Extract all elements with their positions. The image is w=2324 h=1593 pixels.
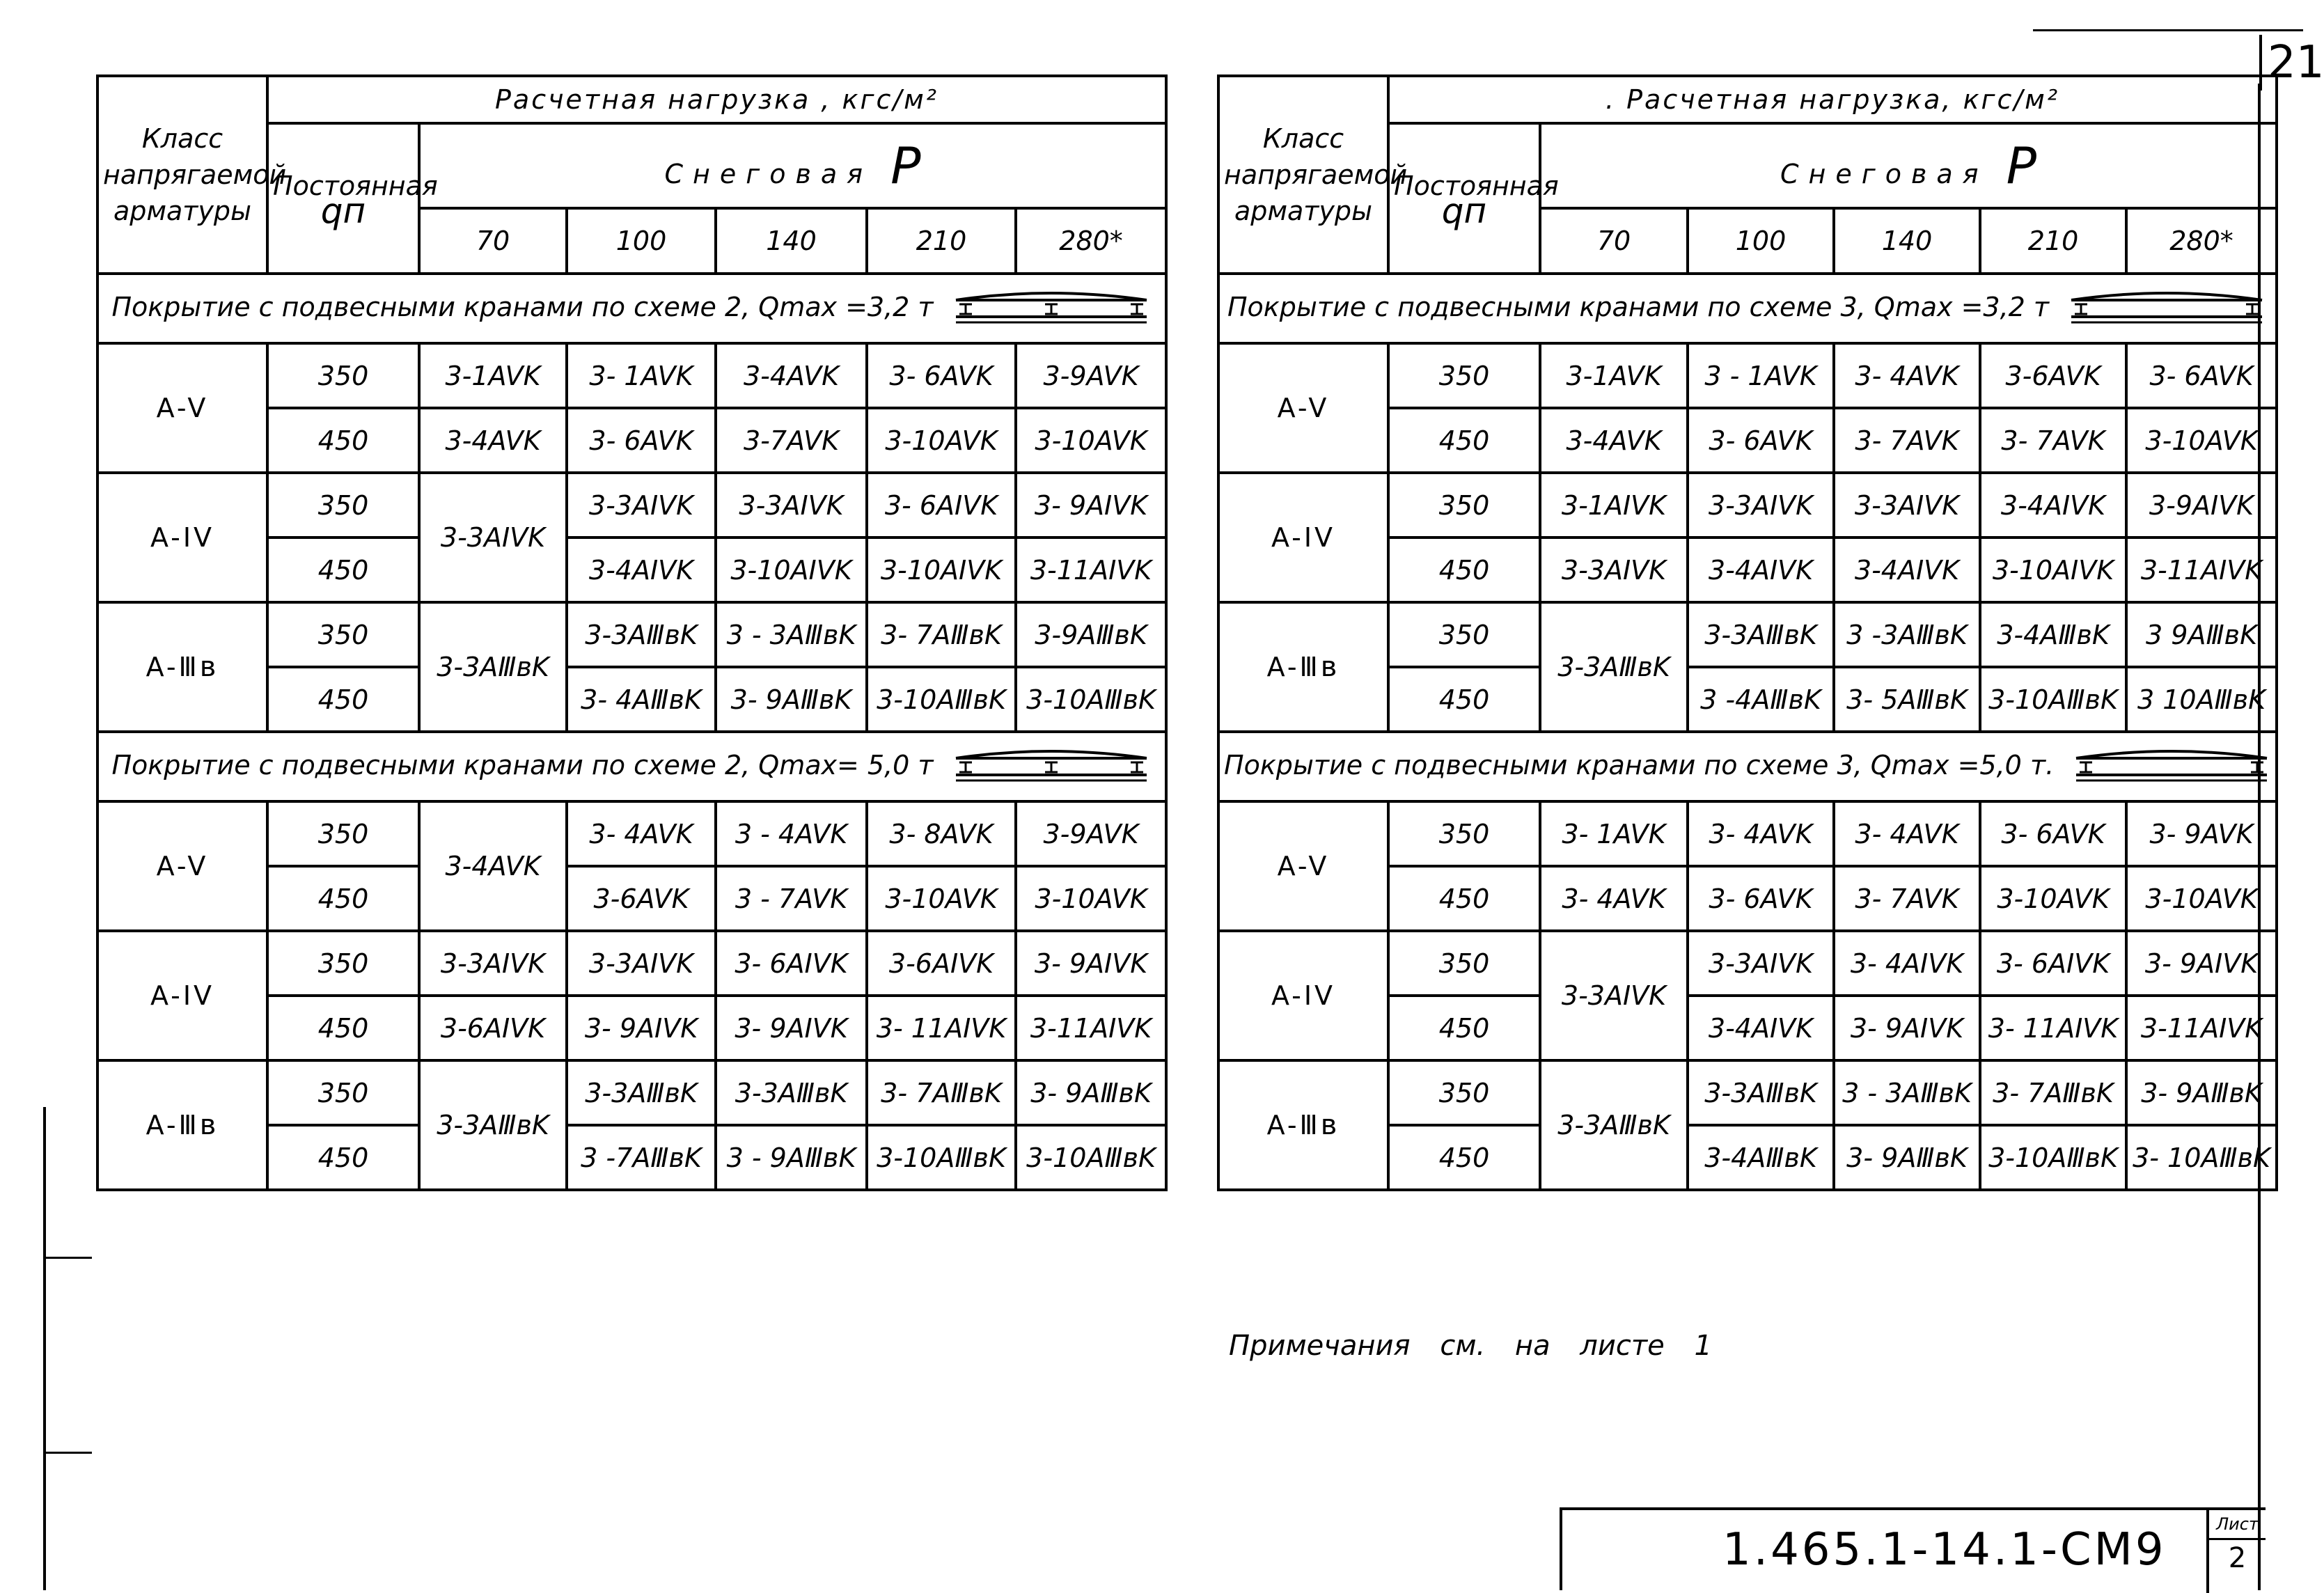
section-title-row [97,732,1166,801]
klass-header: Класс напрягаемой арматуры [1218,76,1388,274]
panel-mark: 3-10AVK [867,866,1016,931]
panel-mark: 3-3AⅢвK [716,1060,867,1125]
panel-mark: 3- 7AⅢвK [867,602,1016,667]
panel-mark: 3-10AⅢвK [867,1125,1016,1190]
panel-mark: 3- 7AVK [1980,408,2126,473]
panel-mark: 3- 6AVK [2126,343,2277,408]
panel-mark: 3- 9AIVK [2126,931,2277,996]
permanent-load-header [1388,123,1559,274]
panel-mark: 3- 6AVK [567,408,716,473]
panel-mark: 3-4AⅢвK [1980,602,2126,667]
class-name: A-Ⅲ [1266,652,1321,682]
panel-mark: 3-4AIVK [1980,473,2126,537]
permanent-load-value: 450 [1388,537,1540,602]
permanent-symbol: qп [1441,191,1487,231]
panel-mark: 3- 4AVK [567,801,716,866]
snow-value-header: 210 [1980,208,2126,274]
panel-mark: 3- 10AⅢвK [2126,1125,2277,1190]
permanent-load-value: 350 [267,801,419,866]
panel-mark: 3 -4AⅢвK [1688,667,1834,732]
truss-scheme-icon [950,744,1152,783]
class-name: A-IV [1271,522,1336,553]
reinforcement-class [97,1060,267,1190]
snow-symbol: P [890,136,921,195]
panel-mark: 3 10AⅢвK [2126,667,2277,732]
panel-mark: 3-11AIVK [2126,537,2277,602]
permanent-load-value: 450 [267,408,419,473]
permanent-load-value: 350 [267,473,419,537]
reinforcement-class [97,801,267,931]
panel-mark: 3-9AⅢвK [1016,602,1166,667]
reinforcement-class [97,343,267,473]
reinforcement-class [1218,1060,1388,1190]
snow-load-header [1540,123,2277,208]
panel-mark: 3-3AIVK [1834,473,1980,537]
panel-mark: 3- 9AIVK [1834,996,1980,1060]
panel-mark: 3-3AⅢвK [1688,1060,1834,1125]
panel-mark: 3- 6AVK [1688,408,1834,473]
panel-mark: 3- 9AⅢвK [1016,1060,1166,1125]
panel-mark: 3 - 7AVK [716,866,867,931]
panel-mark: 3- 9AⅢвK [2126,1060,2277,1125]
section-scheme [950,286,1152,331]
panel-mark: 3- 7AⅢвK [867,1060,1016,1125]
panel-mark: 3- 11AIVK [867,996,1016,1060]
panel-mark: 3 - 3AⅢвK [716,602,867,667]
snow-value-header: 140 [1834,208,1980,274]
panel-mark: 3-10AVK [1016,866,1166,931]
class-name: A-V [156,393,209,423]
panel-mark: 3- 6AIVK [716,931,867,996]
permanent-load-value: 350 [267,931,419,996]
permanent-load-value: 350 [267,1060,419,1125]
panel-mark: 3- 4AVK [1688,801,1834,866]
class-name: A-Ⅲ [1266,1110,1321,1140]
panel-mark: 3 -3AⅢвK [1834,602,1980,667]
permanent-panel-mark: 3-3AIVK [1540,537,1688,602]
class-name: A-V [1277,851,1330,881]
class-subscript: в [1320,1109,1340,1141]
snow-load-header [419,123,1166,208]
permanent-load-value: 350 [1388,801,1540,866]
panel-mark: 3-10AⅢвK [1980,667,2126,732]
panel-mark: 3- 4AⅢвK [567,667,716,732]
truss-scheme-icon [2066,286,2268,325]
class-subscript: в [199,1109,219,1141]
permanent-load-value: 450 [1388,866,1540,931]
panel-mark: 3-4AⅢвK [1688,1125,1834,1190]
panel-mark: 3-10AVK [1980,866,2126,931]
permanent-load-value: 350 [267,343,419,408]
permanent-panel-mark: 3-3AⅢвK [419,1060,567,1190]
panel-mark: 3- 9AIVK [1016,473,1166,537]
section-title-row [1218,274,2277,343]
section-title: Покрытие с подвесными кранами по схеме 2, Qmax= 5,0 т [111,749,934,780]
panel-mark: 3-10AVK [867,408,1016,473]
class-subscript: в [1320,651,1340,683]
title-block [1560,1507,2263,1590]
panel-mark: 3-10AⅢвK [1980,1125,2126,1190]
snow-value-header: 280* [1016,208,1166,274]
panel-mark: 3- 5AⅢвK [1834,667,1980,732]
panel-mark: 3-6AVK [1980,343,2126,408]
panel-mark: 3-9AVK [1016,801,1166,866]
permanent-panel-mark: 3-6AIVK [419,996,567,1060]
snow-value-header: 100 [567,208,716,274]
panel-mark: 3-10AVK [2126,866,2277,931]
class-subscript: в [199,651,219,683]
panel-mark: 3-4AVK [716,343,867,408]
reinforcement-class [1218,801,1388,931]
panel-mark: 3- 6AIVK [867,473,1016,537]
panel-mark: 3-11AIVK [1016,537,1166,602]
sheet-box [2206,1507,2266,1593]
permanent-panel-mark: 3-3AⅢвK [419,602,567,732]
permanent-panel-mark: 3- 1AVK [1540,801,1688,866]
load-title: Расчетная нагрузка , кгс/м² [267,76,1166,123]
panel-mark: 3 - 4AVK [716,801,867,866]
permanent-panel-mark: 3- 4AVK [1540,866,1688,931]
section-title-row [97,274,1166,343]
panel-mark: 3- 9AIVK [567,996,716,1060]
permanent-load-value: 350 [267,602,419,667]
load-title: . Расчетная нагрузка, кгс/м² [1388,76,2277,123]
permanent-load-header [267,123,438,274]
section-scheme [2071,744,2272,790]
snow-symbol: P [2006,136,2037,195]
snow-value-header: 280* [2126,208,2277,274]
panel-mark: 3-4AIVK [1688,996,1834,1060]
reinforcement-class [1218,473,1388,602]
class-name: A-IV [150,522,215,553]
permanent-load-value: 350 [1388,931,1540,996]
permanent-panel-mark: 3-3AIVK [419,931,567,996]
panel-mark: 3- 7AVK [1834,866,1980,931]
reinforcement-class [97,602,267,732]
panel-mark: 3-4AIVK [1834,537,1980,602]
sheet-number: 21 [2259,35,2308,91]
truss-scheme-icon [950,286,1152,325]
panel-mark: 3- 7AⅢвK [1980,1060,2126,1125]
panel-mark: 3-3AⅢвK [567,1060,716,1125]
panel-mark: 3- 4AIVK [1834,931,1980,996]
permanent-load-value: 350 [1388,1060,1540,1125]
permanent-panel-mark: 3-3AⅢвK [1540,1060,1688,1190]
section-title: Покрытие с подвесными кранами по схеме 3, Qmax =5,0 т. [1224,749,2055,780]
reinforcement-class [1218,343,1388,473]
top-frame-line [2033,29,2303,31]
panel-mark: 3- 1AVK [567,343,716,408]
panel-mark: 3- 9AⅢвK [1834,1125,1980,1190]
permanent-panel-mark: 3-4AVK [419,408,567,473]
section-title-row [1218,732,2277,801]
snow-label: Снеговая [1780,159,1988,189]
panel-mark: 3-6AVK [567,866,716,931]
panel-mark: 3- 9AVK [2126,801,2277,866]
klass-header: Класс напрягаемой арматуры [97,76,267,274]
panel-mark: 3-9AIVK [2126,473,2277,537]
panel-mark: 3-3AIVK [1688,931,1834,996]
permanent-panel-mark: 3-3AIVK [419,473,567,602]
panel-mark: 3 9AⅢвK [2126,602,2277,667]
panel-mark: 3- 7AVK [1834,408,1980,473]
panel-mark: 3-3AIVK [567,473,716,537]
panel-mark: 3 - 1AVK [1688,343,1834,408]
reinforcement-class [1218,602,1388,732]
permanent-load-value: 450 [1388,408,1540,473]
panel-mark: 3-10AⅢвK [1016,667,1166,732]
class-name: A-V [156,851,209,881]
panel-mark: 3-7AVK [716,408,867,473]
panel-mark: 3-10AIVK [716,537,867,602]
left-table [96,74,1168,1191]
permanent-panel-mark: 3-3AⅢвK [1540,602,1688,732]
panel-mark: 3-10AIVK [867,537,1016,602]
panel-mark: 3-3AIVK [567,931,716,996]
reinforcement-class [97,473,267,602]
section-scheme [2066,286,2268,331]
permanent-load-value: 350 [1388,473,1540,537]
permanent-panel-mark: 3-1AVK [1540,343,1688,408]
panel-mark: 3 - 9AⅢвK [716,1125,867,1190]
permanent-load-value: 450 [267,537,419,602]
panel-mark: 3 - 3AⅢвK [1834,1060,1980,1125]
panel-mark: 3-10AVK [1016,408,1166,473]
panel-mark: 3- 6AVK [867,343,1016,408]
snow-value-header: 140 [716,208,867,274]
permanent-load-value: 450 [1388,1125,1540,1190]
snow-label: Снеговая [664,159,873,189]
class-name: A-Ⅲ [146,652,200,682]
left-margin-tick-2 [43,1452,92,1454]
panel-mark: 3-10AVK [2126,408,2277,473]
sheet-label: Лист [2209,1510,2266,1540]
section-scheme [950,744,1152,790]
right-table [1217,74,2278,1191]
permanent-load-value: 450 [267,1125,419,1190]
class-name: A-IV [1271,980,1336,1011]
panel-mark: 3-10AⅢвK [1016,1125,1166,1190]
permanent-panel-mark: 3-3AIVK [1540,931,1688,1060]
class-name: A-IV [150,980,215,1011]
truss-scheme-icon [2071,744,2272,783]
panel-mark: 3-11AIVK [2126,996,2277,1060]
panel-mark: 3-3AIVK [716,473,867,537]
panel-mark: 3- 6AVK [1688,866,1834,931]
class-name: A-V [1277,393,1330,423]
panel-mark: 3- 4AVK [1834,343,1980,408]
class-name: A-Ⅲ [146,1110,200,1140]
left-margin-line [43,1107,46,1590]
panel-mark: 3- 9AIVK [1016,931,1166,996]
panel-mark: 3- 9AⅢвK [716,667,867,732]
panel-mark: 3-4AIVK [1688,537,1834,602]
document-code: 1.465.1-14.1-CM9 [1722,1524,2167,1576]
section-title: Покрытие с подвесными кранами по схеме 2, Qmax =3,2 т [111,291,934,322]
permanent-panel-mark: 3-4AVK [1540,408,1688,473]
panel-mark: 3-11AIVK [1016,996,1166,1060]
reinforcement-class [97,931,267,1060]
permanent-load-value: 450 [267,996,419,1060]
panel-mark: 3- 6AVK [1980,801,2126,866]
permanent-load-value: 350 [1388,343,1540,408]
section-title: Покрытие с подвесными кранами по схеме 3, Qmax =3,2 т [1227,291,2050,322]
panel-mark: 3- 6AIVK [1980,931,2126,996]
footnote: Примечания см. на листе 1 [1229,1330,1712,1362]
left-margin-tick-1 [43,1257,92,1259]
permanent-label: Постоянная [1394,171,1559,201]
panel-mark: 3-6AIVK [867,931,1016,996]
permanent-panel-mark: 3-1AIVK [1540,473,1688,537]
panel-mark: 3- 11AIVK [1980,996,2126,1060]
panel-mark: 3- 9AIVK [716,996,867,1060]
snow-value-header: 70 [1540,208,1688,274]
panel-mark: 3- 4AVK [1834,801,1980,866]
panel-mark: 3-3AIVK [1688,473,1834,537]
permanent-load-value: 450 [1388,996,1540,1060]
permanent-symbol: qп [320,191,366,231]
sheet-value: 2 [2228,1542,2247,1574]
panel-mark: 3-3AⅢвK [567,602,716,667]
snow-value-header: 70 [419,208,567,274]
panel-mark: 3 -7AⅢвK [567,1125,716,1190]
panel-mark: 3-9AVK [1016,343,1166,408]
panel-mark: 3-10AⅢвK [867,667,1016,732]
snow-value-header: 210 [867,208,1016,274]
panel-mark: 3- 8AVK [867,801,1016,866]
panel-mark: 3-10AIVK [1980,537,2126,602]
permanent-load-value: 450 [1388,667,1540,732]
permanent-load-value: 450 [267,866,419,931]
reinforcement-class [1218,931,1388,1060]
permanent-label: Постоянная [273,171,438,201]
permanent-panel-mark: 3-4AVK [419,801,567,931]
panel-mark: 3-3AⅢвK [1688,602,1834,667]
panel-mark: 3-4AIVK [567,537,716,602]
permanent-load-value: 350 [1388,602,1540,667]
permanent-panel-mark: 3-1AVK [419,343,567,408]
permanent-load-value: 450 [267,667,419,732]
snow-value-header: 100 [1688,208,1834,274]
